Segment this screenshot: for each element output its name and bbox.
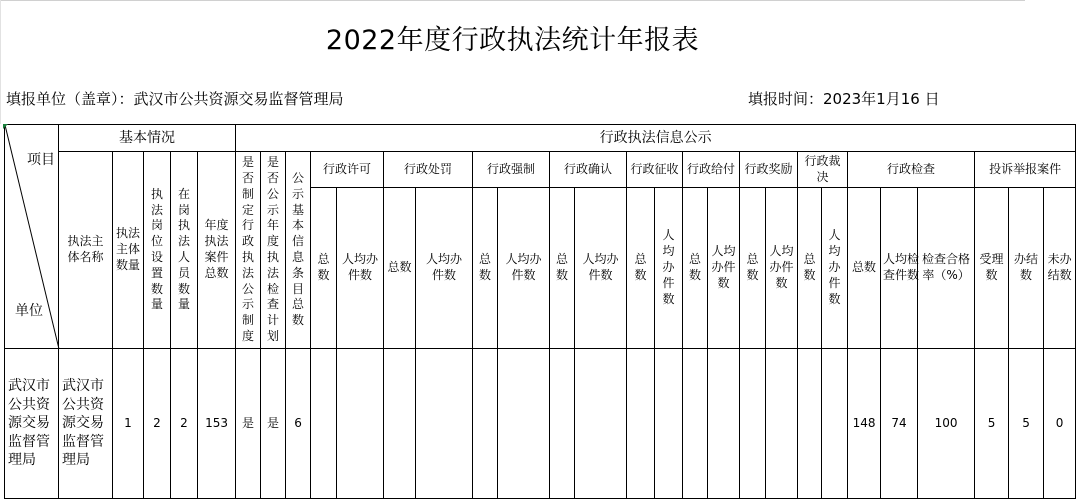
row-ruling-per-person [822, 349, 848, 499]
benefit-per-person: 人均办件数 [708, 188, 740, 349]
row-complaints-closed: 5 [1009, 349, 1044, 499]
header-penalty: 行政处罚 [384, 152, 473, 188]
row-reward-per-person [766, 349, 798, 499]
license-per-person: 人均办件数 [337, 188, 384, 349]
confirmation-total: 总数 [550, 188, 575, 349]
complaints-closed: 办结数 [1009, 188, 1044, 349]
corner-header [5, 125, 59, 349]
row-levy-total [627, 349, 655, 499]
header-confirmation: 行政确认 [550, 152, 627, 188]
row-complaints-unclosed: 0 [1044, 349, 1076, 499]
row-benefit-per-person [708, 349, 740, 499]
reward-total: 总数 [740, 188, 766, 349]
ruling-per-person: 人均办件数 [822, 188, 848, 349]
row-check-total: 148 [848, 349, 881, 499]
header-disclosure-system: 是否制定行政执法公示制度 [236, 152, 261, 349]
license-total: 总数 [311, 188, 337, 349]
reward-per-person: 人均办件数 [766, 188, 798, 349]
complaints-accepted: 受理数 [975, 188, 1009, 349]
row-confirmation-total [550, 349, 575, 499]
row-enforcement-total [473, 349, 498, 499]
report-unit: 填报单位（盖章）：武汉市公共资源交易监督管理局 [6, 90, 344, 108]
row-penalty-per-person [416, 349, 473, 499]
sheet-top-border [0, 0, 1025, 1]
row-case-total: 153 [198, 349, 236, 499]
row-disclosure-system: 是 [236, 349, 261, 499]
header-inspection: 行政检查 [848, 152, 975, 188]
row-inspection-plan: 是 [261, 349, 286, 499]
header-info-disclosure: 行政执法信息公示 [236, 125, 1076, 152]
row-complaints-accepted: 5 [975, 349, 1009, 499]
header-entity-count: 执法主体数量 [113, 152, 144, 349]
row-info-count: 6 [286, 349, 311, 499]
report-date: 填报时间：2023年1月16 日 [748, 90, 940, 108]
row-enforcement-per-person [498, 349, 550, 499]
confirmation-per-person: 人均办件数 [575, 188, 627, 349]
row-check-per-person: 74 [881, 349, 918, 499]
row-entity-name: 武汉市公共资源交易监督管理局 [59, 349, 113, 499]
header-benefit: 行政给付 [683, 152, 740, 188]
corner-label-top: 项目 [27, 152, 55, 168]
row-license-total [311, 349, 337, 499]
header-reward: 行政奖励 [740, 152, 798, 188]
header-info-count: 公示基本信息条目总数 [286, 152, 311, 349]
levy-total: 总数 [627, 188, 655, 349]
penalty-per-person: 人均办件数 [416, 188, 473, 349]
inspection-total: 总数 [848, 188, 881, 349]
row-staff-count: 2 [171, 349, 198, 499]
row-unit: 武汉市公共资源交易监督管理局 [5, 349, 59, 499]
header-ruling: 行政裁决 [798, 152, 848, 188]
levy-per-person: 人均办件数 [655, 188, 683, 349]
header-staff-count: 在岗执法人员数量 [171, 152, 198, 349]
row-levy-per-person [655, 349, 683, 499]
complaints-unclosed: 未办结数 [1044, 188, 1076, 349]
header-entity-name: 执法主体名称 [59, 152, 113, 349]
row-check-pass-rate: 100 [918, 349, 975, 499]
row-reward-total [740, 349, 766, 499]
header-license: 行政许可 [311, 152, 384, 188]
cell-comment-marker [3, 124, 8, 129]
statistics-table [4, 124, 1076, 499]
inspection-per-person: 人均检查件数 [881, 188, 918, 349]
header-basic-info: 基本情况 [59, 125, 236, 152]
row-post-count: 2 [144, 349, 171, 499]
row-benefit-total [683, 349, 708, 499]
row-penalty-total [384, 349, 416, 499]
header-levy: 行政征收 [627, 152, 683, 188]
row-confirmation-per-person [575, 349, 627, 499]
penalty-total: 总数 [384, 188, 416, 349]
corner-label-bottom: 单位 [15, 302, 43, 319]
benefit-total: 总数 [683, 188, 708, 349]
row-entity-count: 1 [113, 349, 144, 499]
header-inspection-plan: 是否公示年度执法检查计划 [261, 152, 286, 349]
table-row [5, 349, 1076, 499]
header-case-total: 年度执法案件总数 [198, 152, 236, 349]
report-title: 2022年度行政执法统计年报表 [325, 25, 700, 56]
header-enforcement: 行政强制 [473, 152, 550, 188]
header-complaints: 投诉举报案件 [975, 152, 1076, 188]
inspection-pass-rate: 检查合格率（%） [918, 188, 975, 349]
ruling-total: 总数 [798, 188, 822, 349]
header-post-count: 执法岗位设置数量 [144, 152, 171, 349]
row-ruling-total [798, 349, 822, 499]
enforcement-per-person: 人均办件数 [498, 188, 550, 349]
row-license-per-person [337, 349, 384, 499]
enforcement-total: 总数 [473, 188, 498, 349]
